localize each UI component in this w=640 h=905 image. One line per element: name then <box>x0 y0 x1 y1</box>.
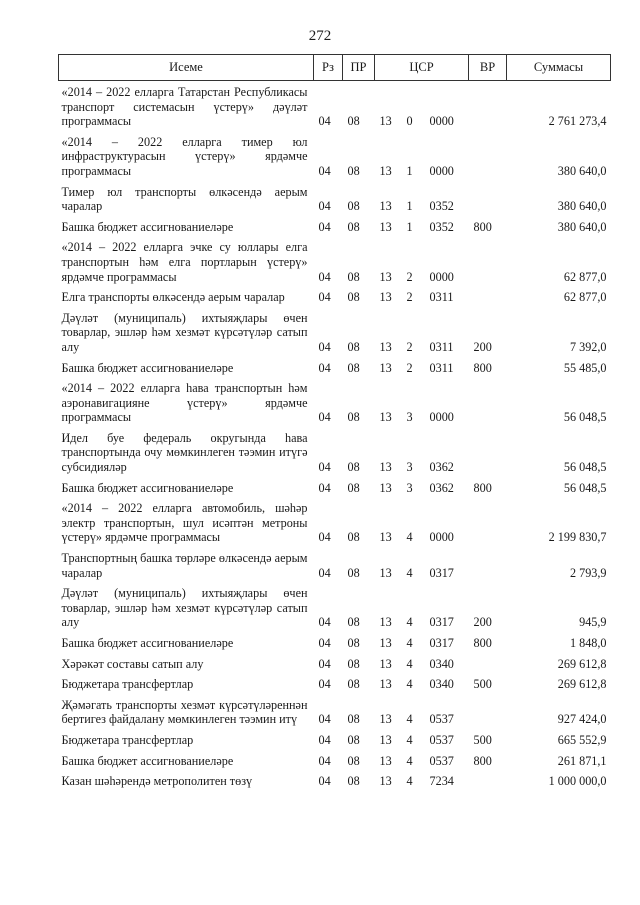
row-name: Тимер юл транспорты өлкәсендә аерым чаралар <box>61 184 308 214</box>
row-amount: 56 048,5 <box>563 410 607 425</box>
row-amount: 927 424,0 <box>557 712 607 727</box>
row-pr: 08 <box>347 199 360 214</box>
row-name: Дәүләт (муниципаль) ихтыяҗлары өчен товарлар, эшләр һәм хезмәт күрсәтүләр сатып алу <box>61 310 308 354</box>
table-row <box>59 750 611 771</box>
table-row <box>59 131 611 181</box>
row-pr: 08 <box>347 656 360 671</box>
row-amount: 62 877,0 <box>563 290 607 305</box>
row-csr-subprogram: 1 <box>406 163 413 178</box>
row-csr-code: 0537 <box>429 753 454 768</box>
row-vr: 500 <box>473 677 492 692</box>
row-csr-program: 13 <box>379 615 392 630</box>
row-csr-subprogram: 2 <box>406 339 413 354</box>
row-rz: 04 <box>318 774 331 789</box>
table-row <box>59 286 611 307</box>
row-pr: 08 <box>347 753 360 768</box>
row-name: Башка бюджет ассигнованиеләре <box>61 480 234 495</box>
row-amount: 380 640,0 <box>557 199 607 214</box>
row-name: «2014 – 2022 елларга Татарстан Республикасы транспорт системасын үстерү» дәүләт программасы <box>61 85 308 129</box>
row-name: Җәмәгать транспорты хезмәт күрсәтүләреннән бертигез файдалану мөмкинлеген тәэмин итү <box>61 697 308 727</box>
row-pr: 08 <box>347 615 360 630</box>
table-row <box>59 694 611 729</box>
row-csr-program: 13 <box>379 774 392 789</box>
row-csr-code: 0000 <box>429 530 454 545</box>
row-rz: 04 <box>318 530 331 545</box>
row-name: Елга транспорты өлкәсендә аерым чаралар <box>61 290 285 305</box>
row-rz: 04 <box>318 712 331 727</box>
table-row <box>59 427 611 477</box>
row-csr-program: 13 <box>379 269 392 284</box>
row-amount: 945,9 <box>579 615 607 630</box>
row-csr-subprogram: 1 <box>406 219 413 234</box>
row-rz: 04 <box>318 732 331 747</box>
row-vr <box>469 694 507 729</box>
header-vr: ВР <box>469 55 507 81</box>
row-csr-program: 13 <box>379 677 392 692</box>
row-pr: 08 <box>347 677 360 692</box>
row-name: Транспортның башка төрләре өлкәсендә аерым чаралар <box>61 551 308 580</box>
row-csr-code: 0340 <box>429 677 454 692</box>
header-amount: Суммасы <box>507 55 611 81</box>
header-name: Исеме <box>59 55 314 81</box>
row-pr: 08 <box>347 480 360 495</box>
row-vr: 200 <box>473 615 492 630</box>
row-rz: 04 <box>318 290 331 305</box>
row-rz: 04 <box>318 163 331 178</box>
row-csr-code: 0537 <box>429 732 454 747</box>
row-vr <box>469 236 507 286</box>
row-vr <box>469 547 507 582</box>
row-vr <box>469 427 507 477</box>
row-vr <box>469 497 507 547</box>
row-amount: 62 877,0 <box>563 269 607 284</box>
row-csr-program: 13 <box>379 460 392 475</box>
row-rz: 04 <box>318 269 331 284</box>
table-row <box>59 547 611 582</box>
row-csr-subprogram: 3 <box>406 460 413 475</box>
row-vr: 800 <box>473 753 492 768</box>
row-csr-subprogram: 4 <box>406 677 413 692</box>
row-vr: 800 <box>473 636 492 650</box>
row-name: Казан шәһәрендә метрополитен төзү <box>61 774 253 789</box>
row-csr-code: 0000 <box>429 114 454 129</box>
row-name: Хәрәкәт составы сатып алу <box>61 656 204 671</box>
table-row <box>59 632 611 653</box>
table-row <box>59 216 611 237</box>
row-rz: 04 <box>318 460 331 475</box>
row-vr <box>469 131 507 181</box>
row-vr <box>469 377 507 427</box>
table-row <box>59 582 611 632</box>
row-csr-subprogram: 4 <box>406 732 413 747</box>
row-rz: 04 <box>318 339 331 354</box>
table-row <box>59 477 611 498</box>
row-csr-subprogram: 4 <box>406 712 413 727</box>
row-csr-program: 13 <box>379 114 392 129</box>
table-row <box>59 181 611 216</box>
page-number: 272 <box>308 28 332 44</box>
row-csr-program: 13 <box>379 290 392 305</box>
row-csr-code: 0317 <box>429 636 454 650</box>
row-vr <box>469 286 507 307</box>
row-name: «2014 – 2022 елларга һава транспортын һәм аэронавигацияне үстерү» ярдәмче программасы <box>61 381 308 425</box>
row-vr: 800 <box>473 480 492 495</box>
row-csr-subprogram: 4 <box>406 753 413 768</box>
row-csr-program: 13 <box>379 410 392 425</box>
row-csr-program: 13 <box>379 480 392 495</box>
row-amount: 56 048,5 <box>563 460 607 475</box>
row-csr-subprogram: 3 <box>406 410 413 425</box>
row-csr-subprogram: 4 <box>406 565 413 580</box>
row-name: Идел буе федераль округында һава транспортында очу мөмкинлеген тәэмин итүгә субсидияләр <box>61 430 308 475</box>
row-vr: 800 <box>473 360 492 375</box>
row-csr-subprogram: 2 <box>406 360 413 375</box>
row-csr-program: 13 <box>379 636 392 650</box>
row-csr-code: 0352 <box>429 199 454 214</box>
row-pr: 08 <box>347 114 360 129</box>
row-name: Башка бюджет ассигнованиеләре <box>61 360 234 375</box>
table-body <box>59 81 611 791</box>
table-row <box>59 307 611 357</box>
row-rz: 04 <box>318 753 331 768</box>
row-csr-program: 13 <box>379 656 392 671</box>
row-csr-code: 0311 <box>429 339 454 354</box>
budget-table <box>58 54 611 791</box>
row-csr-subprogram: 2 <box>406 290 413 305</box>
row-vr: 200 <box>473 339 492 354</box>
row-rz: 04 <box>318 199 331 214</box>
row-pr: 08 <box>347 530 360 545</box>
row-amount: 380 640,0 <box>557 163 607 178</box>
row-amount: 269 612,8 <box>557 656 607 671</box>
row-rz: 04 <box>318 360 331 375</box>
row-csr-program: 13 <box>379 565 392 580</box>
row-vr <box>469 181 507 216</box>
row-csr-subprogram: 4 <box>406 774 413 789</box>
row-name: «2014 – 2022 елларга автомобиль, шәһәр электр транспортын, шул исәптән метроны үстерү» ярдәмче программасы <box>61 501 308 545</box>
row-pr: 08 <box>347 712 360 727</box>
row-csr-code: 0000 <box>429 163 454 178</box>
row-amount: 55 485,0 <box>563 360 607 375</box>
header-pr: ПР <box>343 55 375 81</box>
row-pr: 08 <box>347 636 360 650</box>
row-pr: 08 <box>347 460 360 475</box>
table-row <box>59 770 611 791</box>
row-amount: 2 793,9 <box>569 565 607 580</box>
row-rz: 04 <box>318 219 331 234</box>
row-csr-code: 0537 <box>429 712 454 727</box>
row-csr-code: 0311 <box>429 290 454 305</box>
row-amount: 1 848,0 <box>569 636 607 650</box>
header-rz: Рз <box>314 55 343 81</box>
row-csr-program: 13 <box>379 712 392 727</box>
row-pr: 08 <box>347 565 360 580</box>
row-rz: 04 <box>318 114 331 129</box>
row-vr <box>469 81 507 131</box>
table-row <box>59 673 611 694</box>
row-csr-subprogram: 1 <box>406 199 413 214</box>
row-csr-program: 13 <box>379 199 392 214</box>
row-pr: 08 <box>347 774 360 789</box>
row-csr-code: 0362 <box>429 460 454 475</box>
row-amount: 1 000 000,0 <box>548 774 607 789</box>
row-pr: 08 <box>347 732 360 747</box>
row-csr-subprogram: 3 <box>406 480 413 495</box>
row-rz: 04 <box>318 565 331 580</box>
row-pr: 08 <box>347 163 360 178</box>
row-csr-program: 13 <box>379 732 392 747</box>
row-name: Башка бюджет ассигнованиеләре <box>61 753 234 768</box>
row-csr-subprogram: 2 <box>406 269 413 284</box>
row-vr: 500 <box>473 732 492 747</box>
row-rz: 04 <box>318 636 331 650</box>
table-row <box>59 357 611 378</box>
row-amount: 665 552,9 <box>557 732 607 747</box>
row-rz: 04 <box>318 615 331 630</box>
row-name: Башка бюджет ассигнованиеләре <box>61 219 234 234</box>
row-name: Дәүләт (муниципаль) ихтыяҗлары өчен товарлар, эшләр һәм хезмәт күрсәтүләр сатып алу <box>61 586 308 630</box>
table-row <box>59 653 611 674</box>
header-csr: ЦСР <box>375 55 469 81</box>
row-name: «2014 – 2022 елларга эчке су юллары елга транспортын һәм елга портларын үстерү» ярдәмче программасы <box>61 240 308 284</box>
header-row <box>59 55 611 81</box>
row-csr-subprogram: 4 <box>406 615 413 630</box>
row-amount: 7 392,0 <box>569 339 607 354</box>
row-name: Башка бюджет ассигнованиеләре <box>61 636 234 650</box>
row-csr-code: 0311 <box>429 360 454 375</box>
row-rz: 04 <box>318 410 331 425</box>
row-csr-subprogram: 4 <box>406 656 413 671</box>
row-csr-code: 0340 <box>429 656 454 671</box>
row-csr-program: 13 <box>379 163 392 178</box>
row-csr-code: 7234 <box>429 774 454 789</box>
row-pr: 08 <box>347 219 360 234</box>
table-row <box>59 497 611 547</box>
row-csr-subprogram: 4 <box>406 636 413 650</box>
row-name: Бюджетара трансфертлар <box>61 677 194 692</box>
table-row <box>59 729 611 750</box>
row-pr: 08 <box>347 269 360 284</box>
row-rz: 04 <box>318 677 331 692</box>
row-vr: 800 <box>473 219 492 234</box>
row-amount: 2 761 273,4 <box>548 114 607 129</box>
row-amount: 380 640,0 <box>557 219 607 234</box>
row-pr: 08 <box>347 410 360 425</box>
row-csr-code: 0000 <box>429 410 454 425</box>
row-csr-code: 0362 <box>429 480 454 495</box>
row-csr-code: 0000 <box>429 269 454 284</box>
row-vr <box>469 770 507 791</box>
row-pr: 08 <box>347 290 360 305</box>
row-amount: 2 199 830,7 <box>548 530 607 545</box>
row-vr <box>469 653 507 674</box>
row-pr: 08 <box>347 360 360 375</box>
row-csr-code: 0317 <box>429 615 454 630</box>
row-csr-program: 13 <box>379 360 392 375</box>
table-row <box>59 236 611 286</box>
table-header <box>59 55 611 81</box>
row-rz: 04 <box>318 656 331 671</box>
row-pr: 08 <box>347 339 360 354</box>
row-csr-code: 0352 <box>429 219 454 234</box>
row-name: Бюджетара трансфертлар <box>61 732 194 747</box>
row-csr-subprogram: 0 <box>406 114 413 129</box>
row-rz: 04 <box>318 480 331 495</box>
row-amount: 56 048,5 <box>563 480 607 495</box>
row-amount: 261 871,1 <box>557 753 607 768</box>
row-csr-program: 13 <box>379 530 392 545</box>
table-row <box>59 81 611 131</box>
row-name: «2014 – 2022 елларга тимер юл инфраструктурасын үстерү» ярдәмче программасы <box>61 134 308 178</box>
row-csr-program: 13 <box>379 219 392 234</box>
row-csr-subprogram: 4 <box>406 530 413 545</box>
table-row <box>59 377 611 427</box>
row-csr-program: 13 <box>379 753 392 768</box>
row-csr-program: 13 <box>379 339 392 354</box>
row-csr-code: 0317 <box>429 565 454 580</box>
row-amount: 269 612,8 <box>557 677 607 692</box>
